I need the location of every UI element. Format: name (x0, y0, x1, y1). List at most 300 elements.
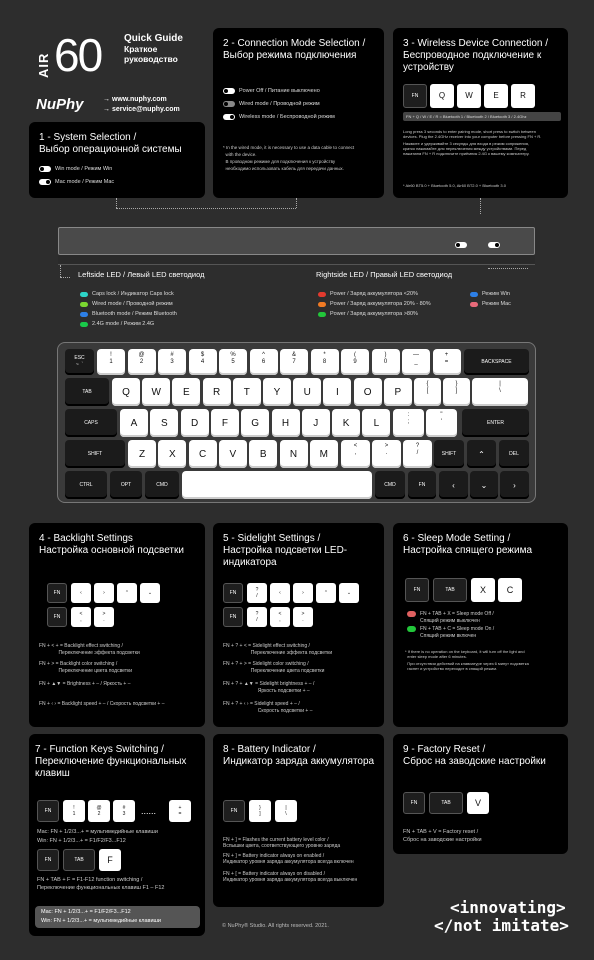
key-symbol: — (413, 352, 419, 358)
battery-indicator-panel (213, 734, 384, 907)
key-symbol: * (323, 352, 326, 358)
s7-result-box (35, 906, 200, 928)
key-s[interactable] (150, 409, 178, 437)
key-p[interactable] (384, 378, 412, 406)
key-symbol: ) (384, 352, 387, 358)
key-tab[interactable]: TAB (65, 378, 109, 406)
led-bluetooth-dot (80, 312, 88, 317)
key-c[interactable] (189, 440, 217, 468)
key-j[interactable] (302, 409, 330, 437)
key-d[interactable] (181, 409, 209, 437)
key-symbol: [ (426, 388, 429, 394)
sleep-on-row (407, 626, 494, 639)
led-mode-win (470, 291, 510, 297)
s3-desc-en: Long press 3 seconds to enter pairing mode, short press to switch between devices. Plug the 2.4GHz receiver into your computer before pressing FN + R. (403, 129, 542, 139)
key-letter: Z (138, 448, 146, 460)
key-cmd[interactable]: CMD (145, 471, 179, 499)
key-o[interactable] (354, 378, 382, 406)
key-q[interactable] (112, 378, 140, 406)
connector (488, 268, 528, 269)
s5-line1: FN + ? + < = Sidelight effect switching / Переключение эффекта подсветки (223, 643, 333, 656)
wired-label: Wired mode / Проводной режим (239, 101, 320, 107)
s2-note-ru: В проводном режиме для подключения к устройству необходимо использовать кабель для передачи данных. (225, 159, 344, 171)
connector (60, 277, 70, 278)
s5-title-en: 5 - Sidelight Settings / (223, 533, 321, 544)
led-high-battery-dot (318, 312, 326, 317)
key-letter: I (336, 386, 339, 398)
key-2: @ 2 (88, 800, 110, 822)
led-right-label: Power / Заряд аккумулятора >80% (330, 311, 418, 317)
key-fn: FN (37, 800, 59, 822)
key-up (316, 583, 336, 603)
key-3[interactable] (158, 349, 186, 375)
arrow-right-icon: › (302, 590, 304, 596)
key-=[interactable] (433, 349, 461, 375)
s4-title-ru: Настройка основной подсветки (39, 545, 184, 556)
key-sym[interactable] (414, 378, 441, 406)
s4-line3: FN + ▲▼ = Brightness + – / Яркость + – (39, 681, 131, 687)
s7-dots: ...... (141, 806, 157, 816)
key-2[interactable] (128, 349, 156, 375)
toggle-icon (223, 88, 235, 94)
backlight-panel (29, 523, 205, 727)
connector (480, 198, 481, 214)
s8-line2b: Индикатор уровня заряда аккумулятора всегда включен (223, 859, 354, 865)
website-link[interactable]: → www.nuphy.com (103, 96, 167, 103)
wireless-row (223, 114, 335, 120)
key-letter: P (394, 386, 402, 398)
connector (296, 198, 297, 208)
key-space[interactable] (182, 471, 372, 499)
key-symbol: / (416, 450, 419, 456)
key-question: ? / (247, 583, 267, 603)
key-q: Q (430, 84, 454, 108)
key-left-shift[interactable]: SHIFT (65, 440, 125, 468)
key-i[interactable] (323, 378, 351, 406)
mac-mode-label: Mac mode / Режим Mac (55, 179, 115, 185)
led-low-battery-dot (318, 292, 326, 297)
led-right-title: Rightside LED / Правый LED светодиод (316, 270, 453, 279)
sleep-off-label: FN + TAB + X = Sleep mode Off / Спящий режим выключен (420, 611, 494, 624)
key-opt[interactable]: OPT (110, 471, 142, 499)
wired-row (223, 101, 320, 107)
key-letter: E (183, 386, 190, 398)
s7-title-ru: Переключение функциональных клавиш (35, 756, 187, 779)
key-k[interactable] (332, 409, 360, 437)
arrow-up-icon: ⌃ (323, 590, 329, 596)
led-left-label: Caps lock / Индикатор Caps lock (92, 291, 174, 297)
key-bracket: } ] (249, 800, 271, 822)
key-symbol: ( (354, 352, 356, 358)
s6-note-en: * If there is no operation on the keyboard, it will turn off the light and enter sleep mode after 6 minutes. (405, 649, 525, 659)
key-e[interactable] (172, 378, 200, 406)
key-digit: _ (414, 359, 418, 365)
key-3: # 3 (113, 800, 135, 822)
key-letter: M (319, 448, 328, 460)
key-up (117, 583, 137, 603)
s3-title-en: 3 - Wireless Device Connection / (403, 38, 549, 49)
led-mac-dot (470, 302, 478, 307)
key-symbol: " (440, 412, 443, 418)
logo-air: AIR (36, 52, 51, 78)
key-fn: FN (223, 583, 243, 603)
led-right-label: Power / Заряд аккумулятора 20% - 80% (330, 301, 431, 307)
key-digit: = (444, 359, 449, 365)
sleep-on-icon (407, 626, 416, 632)
key-b[interactable] (249, 440, 277, 468)
key-symbol: ? (415, 443, 420, 449)
led-mode-mac (470, 301, 511, 307)
key-letter: A (130, 417, 138, 429)
led-left-label: 2.4G mode / Режим 2.4G (92, 321, 155, 327)
s3-title-ru: Беспроводное подключение к устройству (403, 50, 542, 73)
key-digit: 0 (383, 359, 388, 365)
key-1: ! 1 (63, 800, 85, 822)
connector (60, 265, 61, 277)
sleep-on-label: FN + TAB + C = Sleep mode On / Спящий режим включен (420, 626, 495, 639)
key-letter: V (229, 448, 237, 460)
s9-title-ru: Сброс на заводские настройки (403, 756, 546, 767)
key-caps[interactable]: CAPS (65, 409, 117, 437)
arrow-up-icon: ⌃ (478, 449, 485, 459)
key-c: C (498, 578, 522, 602)
key-esc[interactable]: ESC ~ ` (65, 349, 94, 375)
s3-desc-ru: Нажмите и удерживайте 3 секунды для входа в режим сопряжения, кратко нажимайте для переключения между устройствами. Перед нажатием FN + R подключите приёмник 2.4G к вашему компьютеру. (403, 141, 530, 156)
s8-line1: FN + ] = Flashes the current battery level color / (223, 837, 329, 843)
key-v: V (467, 792, 489, 814)
toggle-icon (223, 101, 235, 107)
quick-guide-ru: Краткое руководство (124, 44, 178, 64)
key-enter[interactable]: ENTER (462, 409, 529, 437)
logo (36, 29, 124, 81)
key-l[interactable] (362, 409, 390, 437)
key-fn: FN (47, 607, 67, 627)
key-w[interactable] (142, 378, 170, 406)
key-symbol: @ (138, 352, 145, 358)
key-digit: 2 (139, 359, 144, 365)
key-symbol: ] (455, 388, 458, 394)
key-z[interactable] (128, 440, 156, 468)
s5-line3: FN + ? + ▲▼ = Sidelight brightness + – / Яркость подсветки + – (223, 681, 315, 694)
s2-title-en: 2 - Connection Mode Selection / (223, 38, 366, 49)
led-left-label: Bluetooth mode / Режим Bluetooth (92, 311, 177, 317)
s7-line1: FN + TAB + F = F1-F12 function switching / (37, 877, 143, 883)
s8-title-en: 8 - Battery Indicator / (223, 744, 316, 755)
mac-mode-row (39, 179, 114, 185)
key-t[interactable] (233, 378, 261, 406)
keyboard-side-edge (58, 255, 535, 265)
s8-line1b: Вспышки цвета, соответствующего уровню заряда (223, 843, 341, 849)
function-keys-panel (29, 734, 205, 936)
s1-title-ru: Выбор операционной системы (39, 144, 182, 155)
email-link[interactable]: → service@nuphy.com (103, 106, 180, 113)
key-tab: TAB (433, 578, 467, 602)
arrow-down-icon: ⌄ (480, 480, 488, 490)
key-gt: > . (94, 607, 114, 627)
led-right-label: Power / Заряд аккумулятора <20% (330, 291, 418, 297)
key-comma (270, 583, 290, 603)
key-sym[interactable] (426, 409, 457, 437)
key-digit: 6 (261, 359, 266, 365)
mode-toggle-icon (455, 242, 467, 248)
key-y[interactable] (263, 378, 291, 406)
logo-number: 60 (54, 29, 102, 81)
key-letter: Q (122, 386, 130, 398)
key-sym[interactable] (443, 378, 470, 406)
key-letter: N (289, 448, 298, 460)
key-1[interactable] (97, 349, 125, 375)
toggle-icon (39, 166, 51, 172)
arrow-left-icon: ‹ (452, 480, 455, 490)
key-letter: U (303, 386, 311, 398)
key-symbol: + (444, 352, 449, 358)
connection-toggle-icon (488, 242, 500, 248)
s5-title-ru: Настройка подсветки LED-индикатора (223, 545, 348, 568)
s1-title-en: 1 - System Selection / (39, 132, 137, 143)
key-symbol: $ (200, 352, 205, 358)
key-sym[interactable] (372, 440, 401, 468)
arrow-down-icon: ⌄ (346, 590, 352, 596)
keyboard (57, 342, 536, 503)
key-symbol: # (170, 352, 174, 358)
key-f: F (99, 849, 121, 871)
key-letter: W (151, 386, 161, 398)
s4-line4: FN + ‹ › = Backlight speed + – / Скорость подсветки + – (39, 701, 165, 707)
led-mode-label: Режим Win (482, 291, 510, 297)
quick-guide-en: Quick Guide (124, 33, 183, 44)
key-fn: FN (403, 792, 425, 814)
power-off-row (223, 88, 320, 94)
key-symbol: % (230, 352, 236, 358)
key-up[interactable] (467, 440, 496, 468)
s6-title-ru: Настройка спящего режима (403, 545, 533, 556)
s7-mac: Mac: FN + 1/2/3...+ = мультимедийные клавиши (37, 829, 158, 835)
key-r: R (511, 84, 535, 108)
key-symbol: \ (499, 388, 501, 394)
key-symbol: > (384, 443, 389, 449)
brand-logo: NuPhy (36, 96, 84, 113)
key-symbol: { (426, 381, 429, 387)
led-caps-dot (80, 292, 88, 297)
sidelight-panel (213, 523, 384, 727)
key-sym[interactable] (472, 378, 528, 406)
s9-title-en: 9 - Factory Reset / (403, 744, 486, 755)
led-left-item (80, 311, 177, 317)
s2-title-ru: Выбор режима подключения (223, 50, 357, 61)
key-sym[interactable] (341, 440, 370, 468)
sleep-off-row (407, 611, 494, 624)
key-fn: FN (403, 84, 427, 108)
key-fn: FN (47, 583, 67, 603)
key-gt: > . (293, 607, 313, 627)
led-left-item (80, 291, 174, 297)
key-comma (71, 583, 91, 603)
key-fn[interactable]: FN (408, 471, 436, 499)
key-letter: S (160, 417, 168, 429)
copyright: © NuPhy® Studio. All rights reserved. 2021. (222, 923, 329, 929)
key-g[interactable] (241, 409, 269, 437)
led-mid-battery-dot (318, 302, 326, 307)
key-symbol: ! (110, 352, 112, 358)
key-down[interactable] (470, 471, 498, 499)
s8-line3: FN + [ = Battery indicator always on disabled / (223, 871, 325, 877)
key-sym[interactable] (403, 440, 432, 468)
key-tab: TAB (429, 792, 463, 814)
s7-box-mac: Mac: FN + 1/2/3...+ = F1/F2/F3...F12 (41, 909, 131, 915)
key-symbol: : (407, 412, 410, 418)
key-left[interactable] (439, 471, 468, 499)
key-lt: < , (71, 607, 91, 627)
key-f[interactable] (211, 409, 239, 437)
key-e: E (484, 84, 508, 108)
wireless-connection-panel (393, 28, 568, 198)
win-mode-label: Win mode / Режим Win (55, 166, 113, 172)
key-r[interactable] (203, 378, 231, 406)
key-letter: D (190, 417, 199, 429)
key-7[interactable] (280, 349, 308, 375)
key-letter: Y (273, 386, 281, 398)
led-wired-dot (80, 302, 88, 307)
win-mode-row (39, 166, 112, 172)
s3-bt-note: * Air60 BT5.0 + Bluetooth 5.0, Air60 BT2.0 + Bluetooth 3.0 (403, 183, 506, 188)
key-digit: 5 (231, 359, 235, 365)
key-right-shift[interactable]: SHIFT (434, 440, 464, 468)
s4-title-en: 4 - Backlight Settings (39, 533, 133, 544)
s6-title-en: 6 - Sleep Mode Setting / (403, 533, 511, 544)
key-question: ? / (247, 607, 267, 627)
key-down (140, 583, 160, 603)
key-digit: 7 (292, 359, 296, 365)
sleep-mode-panel (393, 523, 568, 727)
key-6[interactable] (250, 349, 278, 375)
key-symbol: . (385, 450, 388, 456)
s4-line1: FN + < + = Backlight effect switching / Переключение эффекта подсветки (39, 643, 140, 656)
key-fn: FN (37, 849, 59, 871)
key-ctrl[interactable]: CTRL (65, 471, 107, 499)
key-4[interactable] (189, 349, 217, 375)
key-letter: K (342, 417, 350, 429)
key-0[interactable] (372, 349, 400, 375)
keyboard-side-view (58, 227, 535, 255)
factory-reset-panel (393, 734, 568, 854)
arrow-right-icon: › (103, 590, 105, 596)
key-x[interactable] (158, 440, 186, 468)
toggle-icon (39, 179, 51, 185)
key-h[interactable] (272, 409, 300, 437)
key-letter: B (259, 448, 267, 460)
key-period (94, 583, 114, 603)
key-5[interactable] (219, 349, 247, 375)
key-m[interactable] (310, 440, 338, 468)
key-letter: C (198, 448, 207, 460)
key-fn: FN (223, 607, 243, 627)
key-letter: F (221, 417, 228, 429)
s5-line4: FN + ? + ‹ › = Sidelight speed + – / Скорость подсветки + – (223, 701, 313, 714)
s3-shortcut-bar: FN + Q / W / E / R = Bluetooth 1 / Bluetooth 2 / Bluetooth 3 / 2.4Ghz (403, 112, 561, 121)
key-w: W (457, 84, 481, 108)
key-8[interactable] (311, 349, 339, 375)
sleep-off-icon (407, 611, 416, 617)
led-win-dot (470, 292, 478, 297)
key-backslash: | \ (275, 800, 297, 822)
key-digit: 4 (200, 359, 205, 365)
key-symbol: ; (407, 419, 410, 425)
key-letter: X (168, 448, 176, 460)
arrow-left-icon: ‹ (80, 590, 82, 596)
key-letter: H (281, 417, 290, 429)
led-right-item (318, 291, 418, 297)
led-right-item (318, 301, 431, 307)
led-left-title: Leftside LED / Левый LED светодиод (78, 270, 205, 279)
key-v[interactable] (219, 440, 247, 468)
key-letter: R (212, 386, 221, 398)
s8-title-ru: Индикатор заряда аккумулятора (223, 756, 375, 767)
key-sym[interactable] (393, 409, 424, 437)
led-left-item (80, 301, 173, 307)
slogan-line2: </not imitate> (434, 916, 569, 935)
s7-line2: Переключение функциональных клавиш F1 – F12 (37, 885, 165, 891)
key-digit: 3 (170, 359, 174, 365)
key-right-cmd[interactable]: CMD (375, 471, 405, 499)
toggle-icon (223, 114, 235, 120)
wireless-label: Wireless mode / Беспроводной режим (239, 114, 335, 120)
key-_[interactable] (402, 349, 430, 375)
s5-line2: FN + ? + > = Sidelight color switching / Переключение цвета подсветки (223, 661, 325, 674)
arrow-down-icon: ⌄ (147, 590, 153, 596)
key-9[interactable] (341, 349, 369, 375)
key-equals: + = (169, 800, 191, 822)
led-24g-dot (80, 322, 88, 327)
arrow-right-icon: › (513, 480, 516, 490)
key-symbol: | (499, 381, 501, 387)
led-right-item (318, 311, 418, 317)
s6-note-ru: При отсутствии действий на клавиатуре через 6 минут подсветка гаснет и устройство переходит в спящий режим. (407, 661, 529, 671)
s4-line2: FN + > = Backlight color switching / Переключение цвета подсветки (39, 661, 133, 674)
key-lt: < , (270, 607, 290, 627)
s7-title-en: 7 - Function Keys Switching / (35, 744, 164, 755)
key-letter: J (313, 417, 319, 429)
key-letter: G (251, 417, 260, 429)
s9-line2: Сброс на заводские настройки (403, 837, 482, 843)
key-a[interactable] (120, 409, 148, 437)
key-x: X (471, 578, 495, 602)
s2-note-en: * In the wired mode, it is necessary to use a data cable to connect with the device. (223, 145, 355, 157)
s7-box-win: Win: FN + 1/2/3...+ = мультимедийные клавиши (41, 918, 161, 924)
key-letter: O (363, 386, 372, 398)
led-left-item (80, 321, 154, 327)
arrow-left-icon: ‹ (279, 590, 281, 596)
key-u[interactable] (293, 378, 321, 406)
key-symbol: , (354, 450, 357, 456)
key-del[interactable]: DEL (499, 440, 529, 468)
s8-line2: FN + ] = Battery indicator always on enabled / (223, 853, 325, 859)
led-mode-label: Режим Mac (482, 301, 511, 307)
key-tab: TAB (63, 849, 95, 871)
s8-line3b: Индикатор уровня заряда аккумулятора всегда выключен (223, 877, 358, 883)
power-off-label: Power Off / Питание выключено (239, 88, 320, 94)
key-fn: FN (405, 578, 429, 602)
key-right[interactable] (500, 471, 529, 499)
key-letter: T (243, 386, 250, 398)
key-n[interactable] (280, 440, 308, 468)
s7-win: Win: FN + 1/2/3...+ = F1/F2/F3...F12 (37, 838, 126, 844)
connector (116, 208, 296, 209)
key-symbol: ^ (262, 352, 265, 358)
slogan-line1: <innovating> (450, 898, 566, 917)
led-left-label: Wired mode / Проводной режим (92, 301, 173, 307)
s9-line1: FN + TAB + V = Factory reset / (403, 829, 479, 835)
key-backspace[interactable]: BACKSPACE (464, 349, 529, 375)
